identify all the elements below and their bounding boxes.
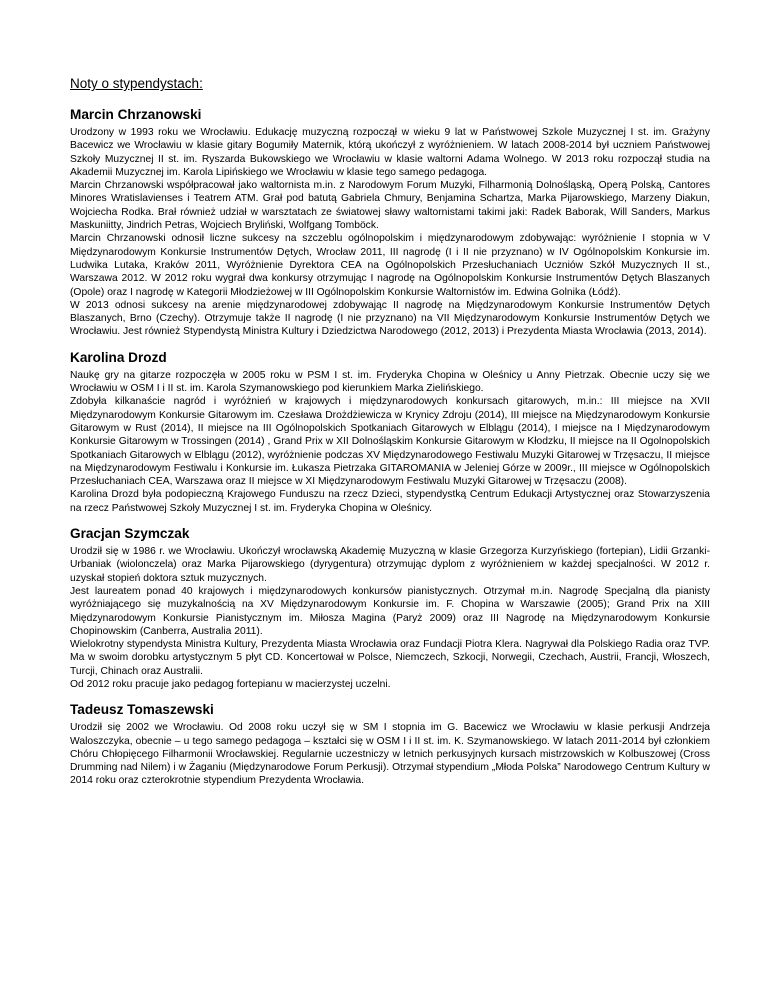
bio-paragraph: Urodził się 2002 we Wrocławiu. Od 2008 roku uczył się w SM I stopnia im G. Bacewicz we Wrocławiu w klasie perkusji Andrzeja Waloszczyka, obecnie – u tego samego pedagoga – kształci się w OSM I i II st. im. K. Szymanowskiego. W latach 2011-2014 był członkiem Chóru Chłopięcego Filharmonii Wrocławskiej. Regularnie uczestniczy w letnich perkusyjnych kursach mistrzowskich w Kolbuszowej (Cross Drumming nad Nilem) i w Żaganiu (Międzynarodowe Forum Perkusji). Otrzymał stypendium „Młoda Polska” Narodowego Centrum Kultury w 2014 roku oraz czterokrotnie stypendium Prezydenta Wrocławia. — [70, 722, 710, 787]
bio-marcin-chrzanowski — [70, 106, 710, 339]
bio-name: Karolina Drozd — [70, 349, 167, 365]
bio-paragraph: Zdobyła kilkanaście nagród i wyróżnień w krajowych i międzynarodowych konkursach gitarowych, m.in.: III miejsce na XVII Międzynarodowym Konkursie Gitarowym im. Czesława Drożdżiewicza w Krynicy Zdroju (2014), III miejsce na Międzynarodowym Konkursie Gitarowym w Rust (2014), II miejsce na III Ogólnopolskich Spotkaniach Gitarowych w Elblągu (2014), I miejsce na I Międzynarodowym Konkursie Gitarowym w Trossingen (2014) , Grand Prix w XII Dolnośląskim Konkursie Gitarowym w Kłodzku, II miejsce na II Ogolnopolskich Spotkaniach Gitarowych w Elblągu (2012), wyróżnienie podczas XV Międzynarodowego Festiwalu Muzyki Gitarowej w Trzęsaczu, II miejsce na Międzynarodowym Festiwalu i Konkursie im. Łukasza Pietrzaka GITAROMANIA w Jeleniej Górze w 2009r., III miejsce w Ogólnopolskich Przesłuchaniach CEA, Warszawa oraz II miejsce w XI Międzynarodowym Festiwalu Muzyki Gitarowej w Trzęsaczu (2008). — [70, 396, 710, 488]
bio-paragraph: Karolina Drozd była podopieczną Krajowego Funduszu na rzecz Dzieci, stypendystką Centrum Edukacji Artystycznej oraz Stowarzyszenia na rzecz Państwowej Szkoły Muzycznej I st. im. Fryderyka Chopina w Oleśnicy. — [70, 489, 710, 514]
bio-paragraph: Urodził się w 1986 r. we Wrocławiu. Ukończył wrocławską Akademię Muzyczną w klasie Grzegorza Kurzyńskiego (fortepian), Lidii Grzanki-Urbaniak (wiolonczela) oraz Marka Pijarowskiego (dyrygentura) otrzymując dyplom z wyróżnieniem w każdej specjalności. W 2012 r. uzyskał stopień doktora sztuk muzycznych. — [70, 546, 710, 584]
bio-name: Tadeusz Tomaszewski — [70, 702, 214, 718]
bio-paragraph: Marcin Chrzanowski współpracował jako waltornista m.in. z Narodowym Forum Muzyki, Filharmonią Dolnośląską, Operą Polską, Cantores Minores Wratislavienses i Teatrem ATM. Grał pod batutą Gabriela Chmury, Benjamina Schartza, Marka Pijarowskiego, Marzeny Diakun, Wojciecha Rodka. Brał również udział w warsztatach ze światowej sławy waltornistami takimi jaki: Radek Baborak, Will Sanders, Markus Maskuniitty, Jindrich Petras, Wojciech Bryliński, Wolfgang Tomböck. — [70, 180, 710, 232]
bio-tadeusz-tomaszewski — [70, 701, 710, 787]
bio-name: Gracjan Szymczak — [70, 526, 190, 542]
bio-paragraph: Naukę gry na gitarze rozpoczęła w 2005 roku w PSM I st. im. Fryderyka Chopina w Oleśnicy u Anny Pietrzak. Obecnie uczy się we Wrocławiu w OSM I i II st. im. Karola Szymanowskiego pod kierunkiem Marka Zielińskiego. — [70, 369, 710, 395]
bio-paragraph: W 2013 odnosi sukcesy na arenie międzynarodowej zdobywając II nagrodę na Międzynarodowym Konkursie Instrumentów Dętych Blaszanych, Brno (Czechy). Otrzymuje także II nagrodę (I nie przyznano) na VII Międzynarodowym Konkursie Instrumentów Dętych we Wrocławiu. Jest również Stypendystą Ministra Kultury i Dziedzictwa Narodowego (2012, 2013) i Prezydenta Miasta Wrocławia (2013, 2014). — [70, 299, 710, 338]
bio-paragraph: Jest laureatem ponad 40 krajowych i międzynarodowych konkursów pianistycznych. Otrzymał m.in. Nagrodę Specjalną dla pianisty wyróżniającego się muzykalnością na XV Międzynarodowym Konkursie im. F. Chopina w Warszawie (2005); Grand Prix na XIII Międzynarodowym Konkursie Pianistycznym im. Miłosza Magina (Paryż 2009) oraz III Nagrodę na Międzynarodowym Konkursie Chopinowskim (Canberra, Australia 2011). — [70, 585, 710, 637]
bio-paragraph: Wielokrotny stypendysta Ministra Kultury, Prezydenta Miasta Wrocławia oraz Fundacji Piotra Klera. Nagrywał dla Polskiego Radia oraz TVP. Ma w swoim dorobku artystycznym 5 płyt CD. Koncertował w Polsce, Niemczech, Szkocji, Norwegii, Czechach, Austrii, Francji, Włoszech, Turcji, Chinach oraz Australii. — [70, 639, 710, 677]
bio-paragraph: Od 2012 roku pracuje jako pedagog fortepianu w macierzystej uczelni. — [70, 678, 391, 690]
bio-paragraph: Urodzony w 1993 roku we Wrocławiu. Edukację muzyczną rozpoczął w wieku 9 lat w Państwowej Szkole Muzycznej I st. im. Grażyny Bacewicz we Wrocławiu w klasie gitary Bogumiły Maternik, którą ukończył z wyróżnieniem. W latach 2008-2014 był uczniem Państwowej Szkoły Muzycznej II st. im. Ryszarda Bukowskiego we Wrocławiu w klasie waltorni Adama Wolnego. W 2013 roku rozpoczął studia na Akademii Muzycznej im. Karola Lipińskiego we Wrocławiu w klasie tego samego pedagoga. — [70, 127, 710, 178]
bio-karolina-drozd — [70, 349, 710, 515]
document-title: Noty o stypendystach: — [70, 76, 203, 91]
bio-paragraph: Marcin Chrzanowski odnosił liczne sukcesy na szczeblu ogólnopolskim i międzynarodowym zdobywając: wyróżnienie I stopnia w V Międzynarodowym Konkursie Instrumentów Dętych, Wrocław 2011, III nagrodę (I i II nie przyznano) w IV Ogólnopolskim Konkursie im. Ludwika Lutaka, Kraków 2011, Wyróżnienie Dyrektora CEA na Ogólnopolskich Przesłuchaniach Uczniów Szkół Muzycznych II st., Warszawa 2012. W 2012 roku wygrał dwa konkursy otrzymując I nagrodę na Ogólnopolskim Konkursie Instrumentów Dętych Blaszanych (Opole) oraz I nagrodę w Kategorii Młodzieżowej w III Ogólnopolskim Konkursie Waltornistów im. Edwina Golnika (Łódź). — [70, 233, 710, 298]
bio-name: Marcin Chrzanowski — [70, 107, 202, 122]
bio-gracjan-szymczak — [70, 525, 710, 691]
